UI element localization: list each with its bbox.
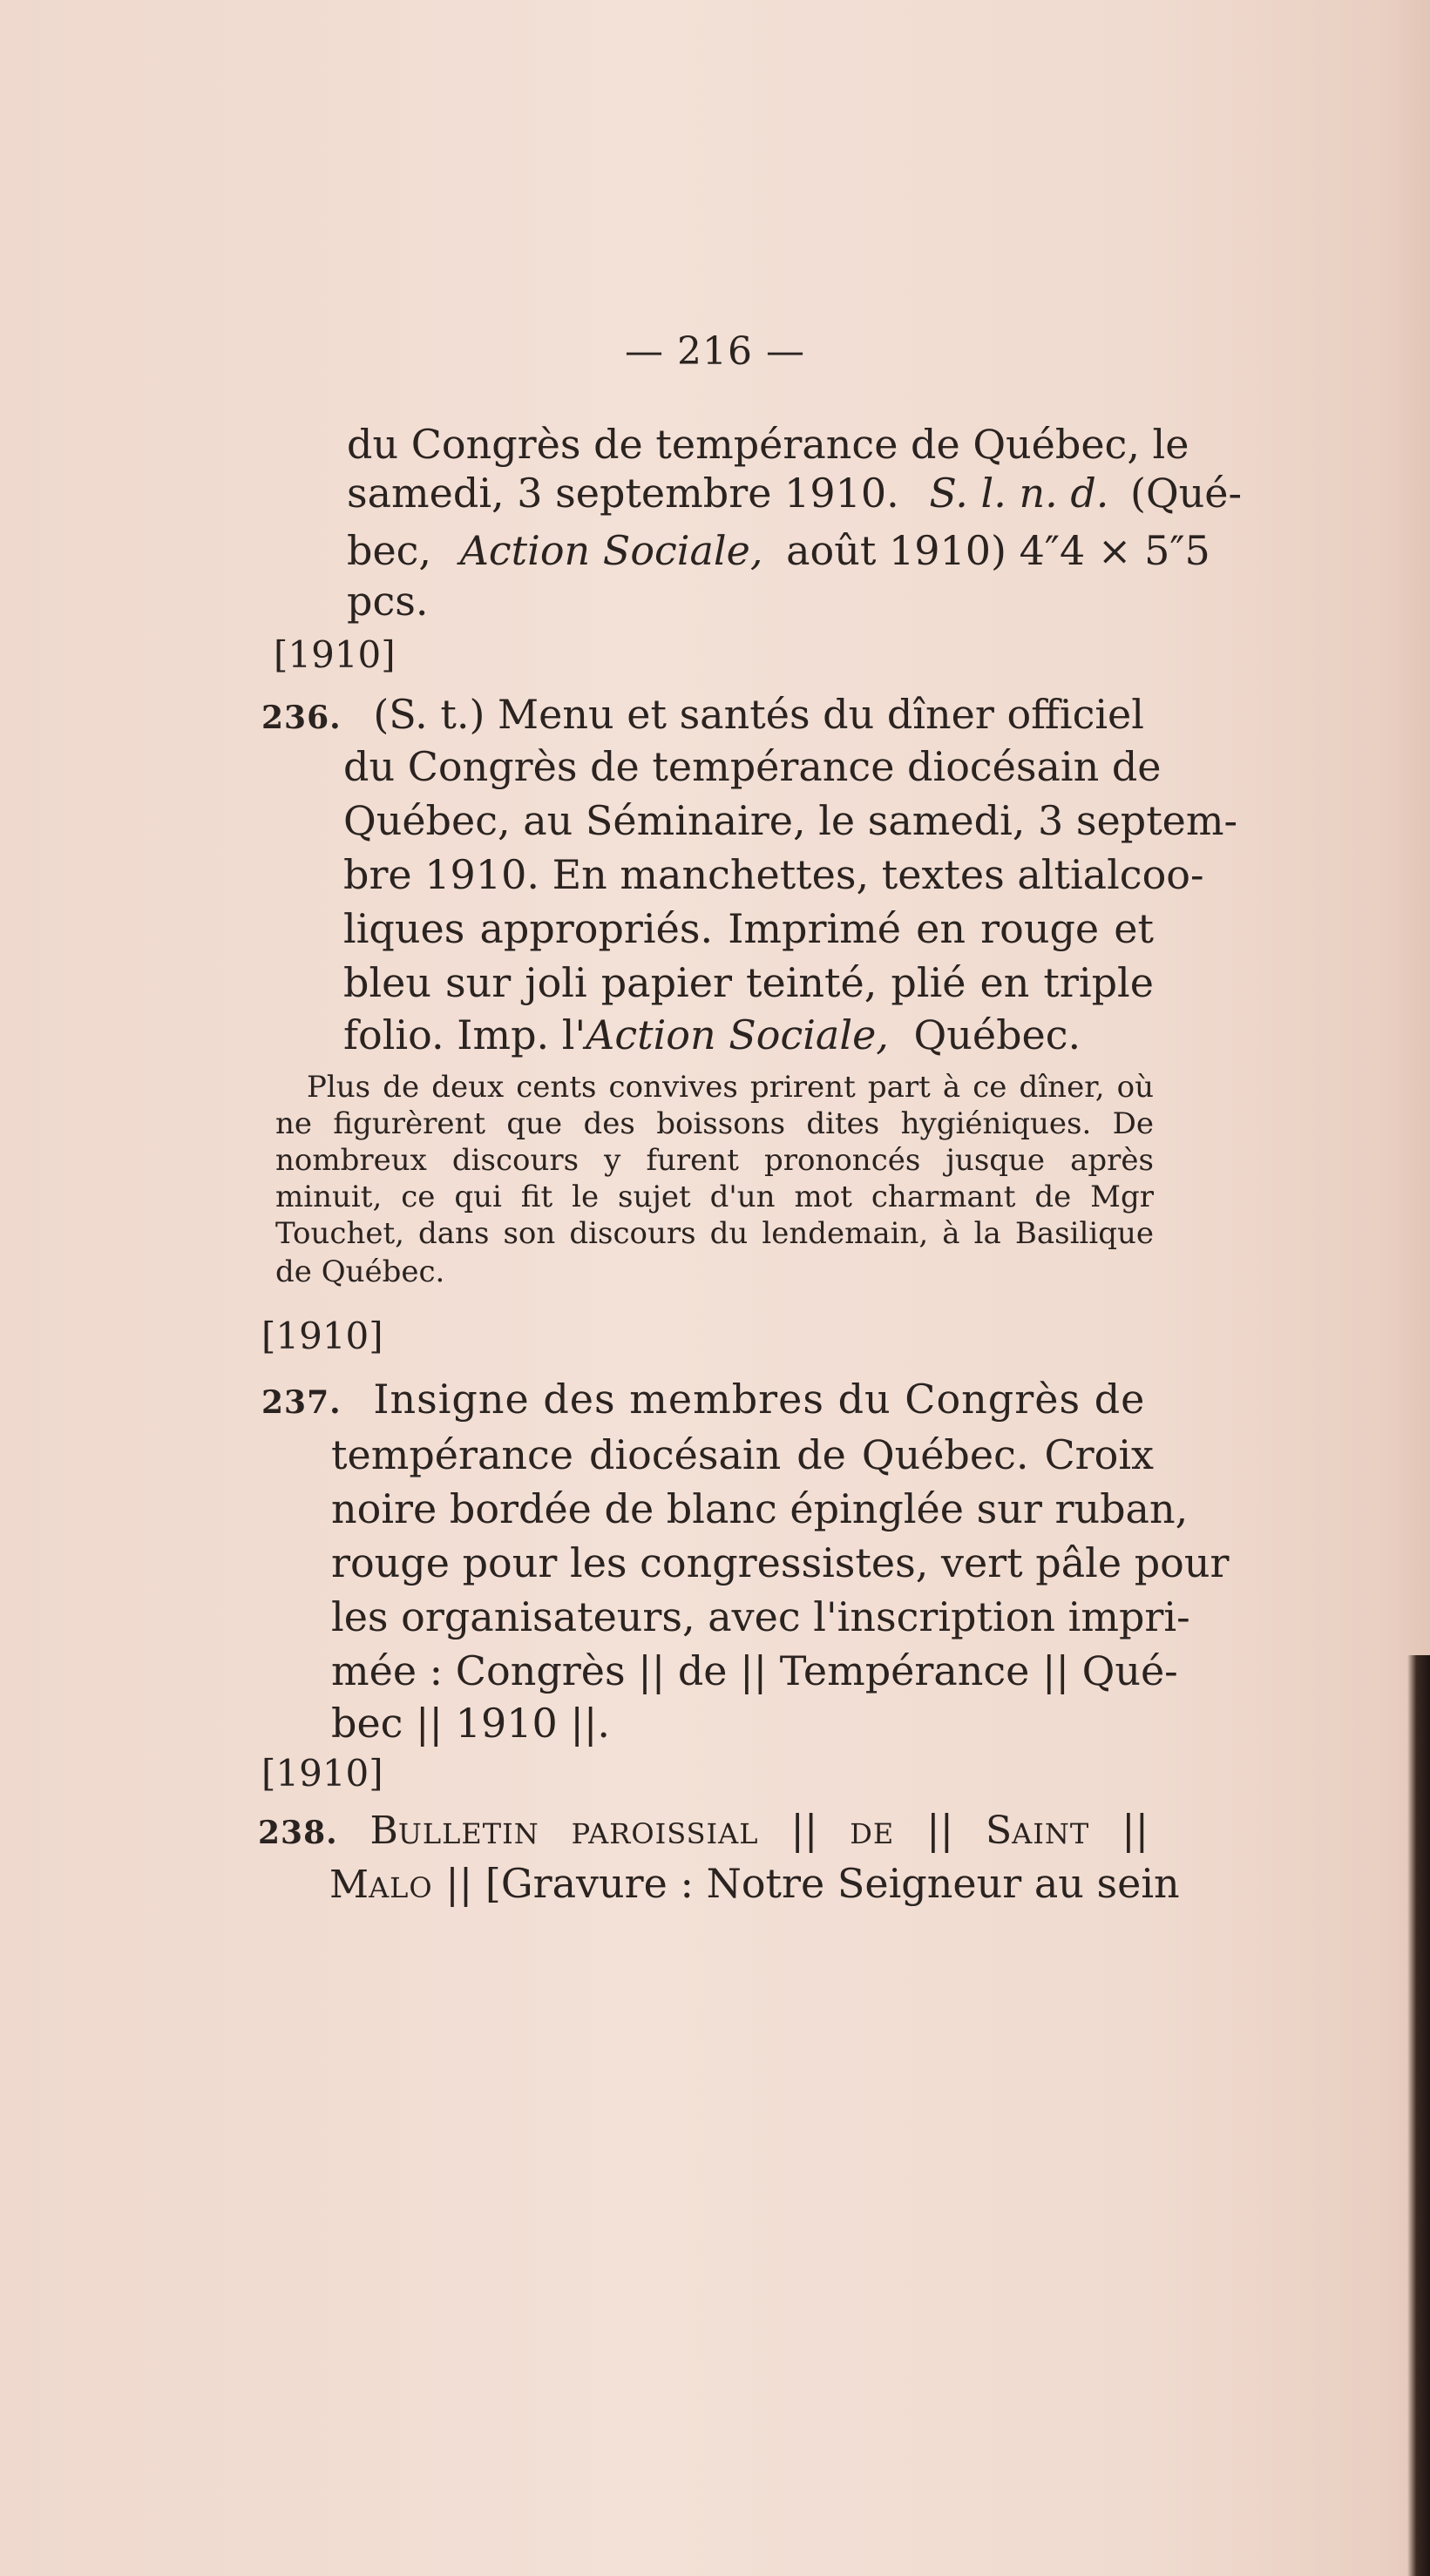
text-span: liques appropriés. Imprimé en rouge et [343, 905, 1154, 952]
year-marker: [1910] [261, 1752, 383, 1795]
smallcaps-word: DE [850, 1817, 895, 1850]
separator: || [1122, 1806, 1149, 1853]
note-line [275, 1141, 1154, 1180]
note-text: minuit, ce qui fit le sujet d'un mot charmant de Mgr [275, 1180, 1154, 1214]
text-line [329, 1857, 1180, 1914]
text-span: Québec, au Séminaire, le samedi, 3 septem- [343, 797, 1238, 844]
text-span: du Congrès de tempérance diocésain de [343, 743, 1162, 790]
entry-line [261, 688, 1159, 744]
text-line [347, 467, 1243, 519]
text-span: bleu sur joli papier teinté, plié en triple [343, 959, 1154, 1006]
text-span: pcs. [347, 578, 429, 625]
text-span: Québec. [913, 1011, 1081, 1058]
text-span: rouge pour les congressistes, vert pâle pour [331, 1539, 1230, 1586]
text-line [331, 1483, 1189, 1535]
text-line [347, 418, 1189, 470]
separator: || [926, 1806, 954, 1853]
text-span: noire bordée de blanc épinglée sur ruban, [331, 1485, 1189, 1532]
note-text: nombreux discours y furent prononcés jusque après [275, 1143, 1154, 1178]
smallcaps-initial: M [329, 1863, 369, 1907]
entry-line [258, 1803, 1149, 1860]
note-text: Touchet, dans son discours du lendemain, à la Basilique [275, 1216, 1154, 1251]
smallcaps-rest: ALO [369, 1871, 433, 1904]
smallcaps-initial: B [369, 1809, 398, 1853]
text-span: folio. Imp. l' [343, 1011, 586, 1058]
text-span: les organisateurs, avec l'inscription impri- [331, 1593, 1190, 1640]
text-line [343, 740, 1162, 793]
text-line [331, 1645, 1178, 1697]
text-line [331, 1537, 1230, 1589]
year-marker: [1910] [274, 633, 396, 676]
text-line [343, 1009, 1081, 1061]
note-line [307, 1068, 1154, 1106]
entry-number: 236. [261, 700, 342, 736]
smallcaps-word [370, 1806, 539, 1853]
text-span: bec || 1910 ||. [331, 1700, 610, 1747]
text-span: bec, [347, 527, 432, 574]
smallcaps-rest: ULLETIN [397, 1817, 539, 1850]
smallcaps-word: PAROISSIAL [571, 1817, 759, 1850]
text-span: mée : Congrès || de || Tempérance || Qué- [331, 1647, 1178, 1694]
year-marker: [1910] [261, 1315, 383, 1357]
text-line [331, 1697, 610, 1749]
note-text: ne figurèrent que des boissons dites hygiéniques. De [275, 1106, 1154, 1141]
smallcaps-rest: AINT [1012, 1817, 1090, 1850]
text-line [347, 575, 428, 627]
text-line [331, 1429, 1154, 1481]
italic-span: Action Sociale, [459, 527, 763, 574]
note-text: de Québec. [275, 1254, 445, 1289]
smallcaps-initial: S [985, 1809, 1013, 1853]
italic-span: Action Sociale, [586, 1011, 889, 1058]
page-number: — 216 — [625, 329, 805, 374]
note-line [275, 1253, 444, 1291]
note-text: Plus de deux cents convives prirent part à ce dîner, où [307, 1070, 1154, 1105]
note-line [275, 1105, 1154, 1143]
text-span: samedi, 3 septembre 1910. [347, 470, 899, 517]
text-span: (Qué- [1130, 470, 1243, 517]
note-line [275, 1214, 1154, 1253]
entry-number: 238. [258, 1815, 338, 1851]
entry-line [261, 1373, 1154, 1429]
text-span: tempérance diocésain de Québec. Croix [331, 1431, 1154, 1478]
text-span: du Congrès de tempérance de Québec, le [347, 421, 1189, 468]
smallcaps-word [329, 1860, 433, 1907]
italic-span: S. l. n. d. [929, 470, 1109, 517]
text-line [343, 794, 1238, 847]
smallcaps-word [986, 1806, 1089, 1853]
note-line [275, 1178, 1154, 1216]
text-span: Insigne des membres du Congrès de [373, 1376, 1146, 1423]
text-line [343, 849, 1204, 901]
book-edge-shadow [1407, 1655, 1430, 2576]
text-line [343, 957, 1154, 1009]
text-span: || [Gravure : Notre Seigneur au sein [445, 1860, 1180, 1907]
text-span: août 1910) 4″4 × 5″5 [786, 527, 1210, 574]
text-span: bre 1910. En manchettes, textes altialcoo- [343, 851, 1204, 898]
text-span: (S. t.) Menu et santés du dîner officiel [373, 691, 1144, 738]
text-line [347, 524, 1210, 577]
text-line [331, 1591, 1190, 1643]
separator: || [790, 1806, 818, 1853]
entry-number: 237. [261, 1384, 342, 1421]
text-line [343, 903, 1154, 955]
